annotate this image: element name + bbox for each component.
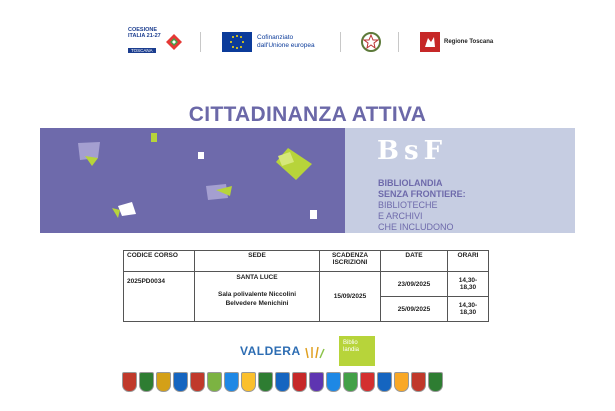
banner-text-panel <box>345 128 575 233</box>
regione-toscana-icon <box>420 32 440 52</box>
municipality-crest-icon <box>156 372 171 392</box>
municipality-crest-icon <box>343 372 358 392</box>
coesione-italia-logo <box>128 26 184 58</box>
course-code: 2025PD0034 <box>124 272 195 322</box>
eu-line1: Cofinanziato <box>257 34 294 41</box>
municipality-crest-icon <box>258 372 273 392</box>
bsf-banner <box>40 128 575 233</box>
course-schedule-table <box>123 250 489 322</box>
municipality-crest-icon <box>207 372 222 392</box>
location-line1: Sala polivalente Niccolini <box>217 291 297 298</box>
banner-line3: BIBLIOTECHE <box>378 200 438 210</box>
municipal-crests-row <box>122 372 494 396</box>
regione-toscana-label: Regione Toscana <box>444 39 494 45</box>
regione-toscana-logo <box>420 26 493 58</box>
header-scadenza: SCADENZA ISCRIZIONI <box>320 251 381 272</box>
municipality-crest-icon <box>292 372 307 392</box>
header-orari: ORARI <box>448 251 489 272</box>
header-sede: SEDE <box>195 251 320 272</box>
municipality-crest-icon <box>428 372 443 392</box>
banner-subtitle <box>378 178 466 233</box>
bibliolandia-line1: Biblio <box>343 340 358 346</box>
banner-line5: CHE INCLUDONO <box>378 222 454 232</box>
floating-papers-illustration <box>40 128 345 233</box>
registration-deadline: 15/09/2025 <box>320 272 381 322</box>
municipality-crest-icon <box>394 372 409 392</box>
valdera-sun-icon <box>304 345 326 359</box>
coesione-region: TOSCANA <box>128 48 156 53</box>
banner-artwork <box>40 128 345 233</box>
eu-flag-icon <box>222 32 252 52</box>
bsf-logo: BsF <box>377 136 448 166</box>
header-date: DATE <box>381 251 448 272</box>
table-row <box>124 272 489 297</box>
header-codice: CODICE CORSO <box>124 251 195 272</box>
municipality-crest-icon <box>377 372 392 392</box>
coesione-line2: ITALIA 21-27 <box>128 33 161 39</box>
municipality-crest-icon <box>326 372 341 392</box>
municipality-crest-icon <box>190 372 205 392</box>
banner-line4: E ARCHIVI <box>378 211 423 221</box>
municipality-crest-icon <box>275 372 290 392</box>
time-2: 14,30-18,30 <box>448 297 489 322</box>
municipality-crest-icon <box>309 372 324 392</box>
valdera-logo <box>240 344 326 359</box>
time-1: 14,30-18,30 <box>448 272 489 297</box>
valdera-label: VALDERA <box>240 344 301 358</box>
eu-line2: dall'Unione europea <box>257 42 315 49</box>
date-2: 25/09/2025 <box>381 297 448 322</box>
municipality-crest-icon <box>173 372 188 392</box>
page-title: CITTADINANZA ATTIVA <box>188 103 427 126</box>
header-logos <box>0 26 615 58</box>
bibliolandia-line2: landia <box>343 347 360 353</box>
date-1: 23/09/2025 <box>381 272 448 297</box>
repubblica-emblem <box>360 26 382 58</box>
municipality-crest-icon <box>122 372 137 392</box>
separator <box>398 32 399 52</box>
municipality-crest-icon <box>139 372 154 392</box>
coesione-line1: COESIONE <box>128 26 158 33</box>
coesione-mark-icon <box>164 32 184 52</box>
separator <box>200 32 201 52</box>
municipality-crest-icon <box>224 372 239 392</box>
separator <box>340 32 341 52</box>
municipality-crest-icon <box>360 372 375 392</box>
location-line2: Belvedere Menichini <box>225 300 289 307</box>
municipality-crest-icon <box>241 372 256 392</box>
location-name: SANTA LUCE <box>236 274 278 281</box>
bibliolandia-logo <box>339 336 375 366</box>
banner-line2: SENZA FRONTIERE: <box>378 189 466 199</box>
municipality-crest-icon <box>411 372 426 392</box>
eu-cofinanziato-logo <box>222 26 315 58</box>
banner-line1: BIBLIOLANDIA <box>378 178 443 188</box>
table-header-row <box>124 251 489 272</box>
italian-emblem-icon <box>360 30 382 54</box>
course-location <box>195 272 320 322</box>
